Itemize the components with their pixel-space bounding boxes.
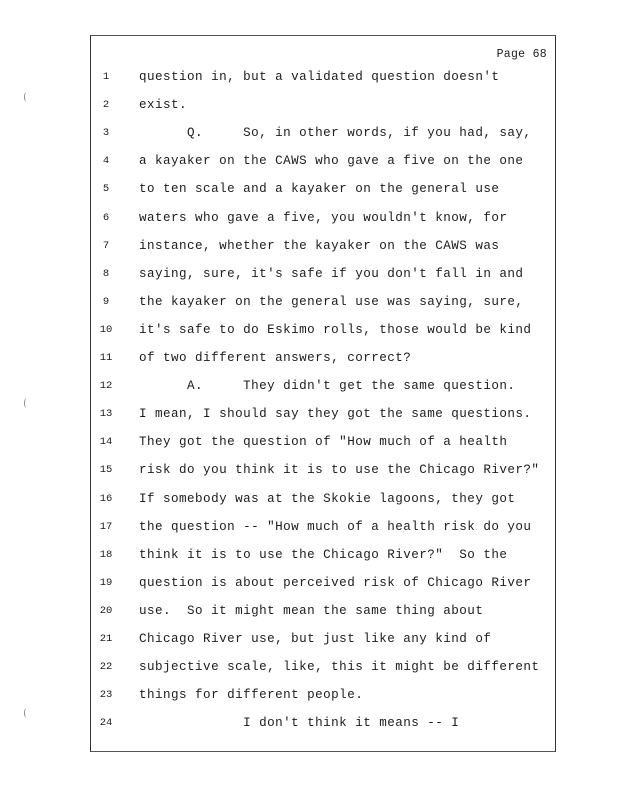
transcript-line: saying, sure, it's safe if you don't fall in and <box>139 266 524 281</box>
transcript-line: subjective scale, like, this it might be different <box>139 660 540 675</box>
transcript-line: the kayaker on the general use was saying, sure, <box>139 294 524 309</box>
transcript-page <box>90 35 556 752</box>
line-number: 24 <box>99 717 113 730</box>
line-number: 7 <box>102 239 110 252</box>
transcript-line: Q. So, in other words, if you had, say, <box>139 126 532 141</box>
line-number: 3 <box>102 127 110 140</box>
line-number: 12 <box>99 380 113 393</box>
line-number: 5 <box>102 183 110 196</box>
transcript-line: I don't think it means -- I <box>139 716 460 731</box>
transcript-line: If somebody was at the Skokie lagoons, they got <box>139 491 516 506</box>
transcript-line: use. So it might mean the same thing about <box>139 603 484 618</box>
transcript-line: think it is to use the Chicago River?" So the <box>139 547 508 562</box>
transcript-line: to ten scale and a kayaker on the general use <box>139 182 500 197</box>
line-number: 10 <box>99 323 113 336</box>
transcript-line: A. They didn't get the same question. <box>139 379 516 394</box>
line-number: 16 <box>99 492 113 505</box>
scan-mark <box>24 398 29 408</box>
line-number: 2 <box>102 99 110 112</box>
transcript-line: risk do you think it is to use the Chicago River?" <box>139 463 540 478</box>
scan-mark <box>24 92 29 102</box>
transcript-line: question in, but a validated question doesn't <box>139 70 500 84</box>
line-number: 19 <box>99 576 113 589</box>
line-number: 20 <box>99 604 113 617</box>
line-number: 13 <box>99 408 113 421</box>
line-number: 4 <box>102 155 110 168</box>
transcript-line: They got the question of "How much of a health <box>139 435 508 450</box>
transcript-line: waters who gave a five, you wouldn't know, for <box>139 210 508 225</box>
transcript-line: question is about perceived risk of Chicago River <box>139 575 532 590</box>
line-number: 1 <box>102 71 110 83</box>
line-number: 17 <box>99 520 113 533</box>
transcript-line: a kayaker on the CAWS who gave a five on the one <box>139 154 524 169</box>
transcript-line: Chicago River use, but just like any kind of <box>139 632 492 646</box>
line-number: 23 <box>99 689 113 702</box>
line-number: 9 <box>102 295 110 308</box>
transcript-line: things for different people. <box>139 688 364 703</box>
line-number: 15 <box>99 464 113 477</box>
page-number: Page 68 <box>496 48 547 61</box>
transcript-line: exist. <box>139 98 188 113</box>
line-number: 11 <box>99 352 113 364</box>
scan-mark <box>24 708 29 718</box>
transcript-line: I mean, I should say they got the same questions. <box>139 407 532 422</box>
line-number: 21 <box>99 633 113 645</box>
line-number: 14 <box>99 436 113 449</box>
line-number: 18 <box>99 548 113 561</box>
line-number: 8 <box>102 267 110 280</box>
transcript-line: instance, whether the kayaker on the CAWS was <box>139 238 500 253</box>
line-number: 22 <box>99 661 113 674</box>
transcript-line: of two different answers, correct? <box>139 351 412 365</box>
transcript-line: it's safe to do Eskimo rolls, those would be kind <box>139 322 532 337</box>
transcript-line: the question -- "How much of a health risk do you <box>139 519 532 534</box>
line-number: 6 <box>102 211 110 224</box>
